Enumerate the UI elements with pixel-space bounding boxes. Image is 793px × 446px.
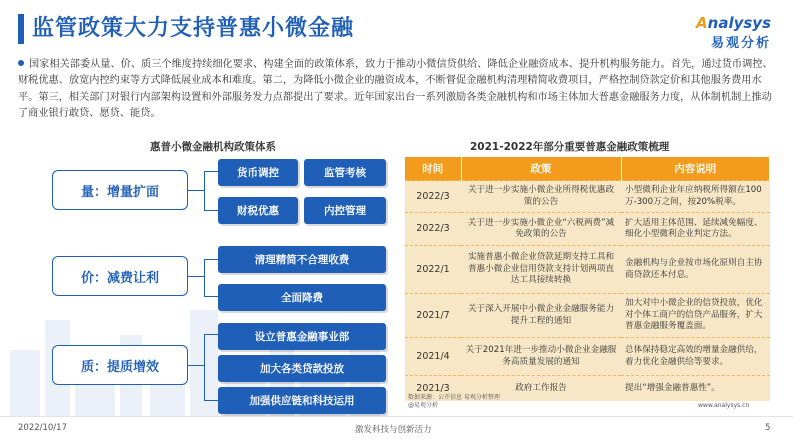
table-header: 内容说明 [621,157,770,181]
title-accent-bar [18,14,24,44]
data-source [408,394,500,410]
table-cell-time: 2022/3 [405,213,461,246]
table-cell-desc: 总体保持稳定高效的增量金融供给，着力优化金融供给等要求。 [621,338,770,376]
intro-paragraph [18,57,773,123]
table-row [405,246,770,294]
connector [188,276,204,277]
table-row [405,294,770,338]
table-cell-desc: 扩大适用主体范围、延续减免幅度、细化小型微利企业判定方法。 [621,213,770,246]
table-cell-policy: 关于深入开展中小微企业金融服务能力提升工程的通知 [461,294,621,338]
table-row [405,338,770,376]
page-number: 5 [765,423,771,433]
policy-item-full-fee-cut: 全面降费 [218,284,386,311]
intro-text: 国家相关部委从量、价、质三个维度持续细化要求、构建全面的政策体系，致力于推动小微信贷供给、降低企业融资成本、提升机构服务能力。首先，通过货币调控、财税优惠、放宽内控约束等方式降低展业成本和难度。第二，为降低小微企业的融资成本，不断督促金融机构清理精简收费项目，严格控制贷款定价和其他服务费用水平。第三，相关部门对银行内部架构设置和外部服务发力点都提出了要求。近年国家出台一系列激励各类金融机构和市场主体加大普惠金融服务力度，从体制机制上推动了商业银行敢贷、愿贷、能贷。 [18,59,773,120]
policy-item-loan-expansion: 加大各类贷款投放 [218,355,386,382]
bracket [204,334,218,401]
policy-item-internal-control: 内控管理 [304,197,386,224]
table-cell-policy: 关于进一步实施小微企业“六税两费”减免政策的公告 [461,213,621,246]
table-cell-policy: 关于进一步实施小微企业所得税优惠政策的公告 [461,181,621,213]
table-cell-time: 2021/4 [405,338,461,376]
table-cell-time: 2021/7 [405,294,461,338]
brand-logo [696,14,771,51]
bracket [204,259,218,297]
category-quality: 质：提质增效 [52,345,188,385]
website-text: www.analysys.cn [698,402,750,409]
policy-item-fiscal-tax: 财税优惠 [218,197,298,224]
policy-table-title: 2021-2022年部分重要普惠金融政策梳理 [470,141,670,153]
table-cell-desc: 小型微利企业年应纳税所得额在100万-300万之间，按20%税率。 [621,181,770,213]
logo-cn-name: 易观分析 [710,36,771,51]
footer-divider [0,416,793,417]
table-cell-policy: 政府工作报告 [461,376,621,401]
table-row [405,181,770,213]
logo-wordmark: Analysys [696,14,771,32]
bullet-icon [18,60,24,66]
policy-system-title: 惠普小微金融机构政策体系 [150,141,276,153]
table-cell-policy: 关于2021年进一步推动小微企业金融服务高质量发展的通知 [461,338,621,376]
table-cell-desc: 加大对中小微企业的信贷投放，优化对个体工商户的信贷产品服务，扩大普惠金融服务覆盖面。 [621,294,770,338]
table-header: 时间 [405,157,461,181]
table-cell-desc: 金融机构与企业按市场化原则自主协商贷款还本付息。 [621,246,770,294]
connector [188,365,204,366]
page-title: 监管政策大力支持普惠小微金融 [32,16,355,41]
table-header-row [405,157,770,181]
connector [188,190,204,191]
table-header: 政策 [461,157,621,181]
category-price: 价：减费让利 [52,256,188,296]
source-text: 数据来源：公开信息 易观分析整理 [408,394,500,401]
policy-item-supply-chain-tech: 加强供应链和科技运用 [218,387,386,414]
table-cell-desc: 提出“增强金融普惠性”。 [621,376,770,401]
table-row [405,213,770,246]
table-cell-time: 2022/1 [405,246,461,294]
footer-slogan: 激发科技与创新活力 [355,425,432,435]
copyright-text: @易观分析 [408,402,439,409]
policy-item-regulatory-assessment: 监管考核 [304,159,386,186]
table-cell-policy: 实施普惠小微企业贷款延期支持工具和普惠小微企业信用贷款支持计划两项直达工具接续转换 [461,246,621,294]
bracket [204,171,218,211]
policy-item-clean-fees: 清理精简不合理收费 [218,246,386,273]
table-cell-time: 2022/3 [405,181,461,213]
policy-table [405,157,770,401]
policy-item-monetary: 货币调控 [218,159,298,186]
policy-item-inclusive-division: 设立普惠金融事业部 [218,323,386,350]
table-cell-time: 2021/3 [405,376,461,401]
footer-date: 2022/10/17 [18,423,67,433]
category-quantity: 量：增量扩面 [52,170,188,210]
